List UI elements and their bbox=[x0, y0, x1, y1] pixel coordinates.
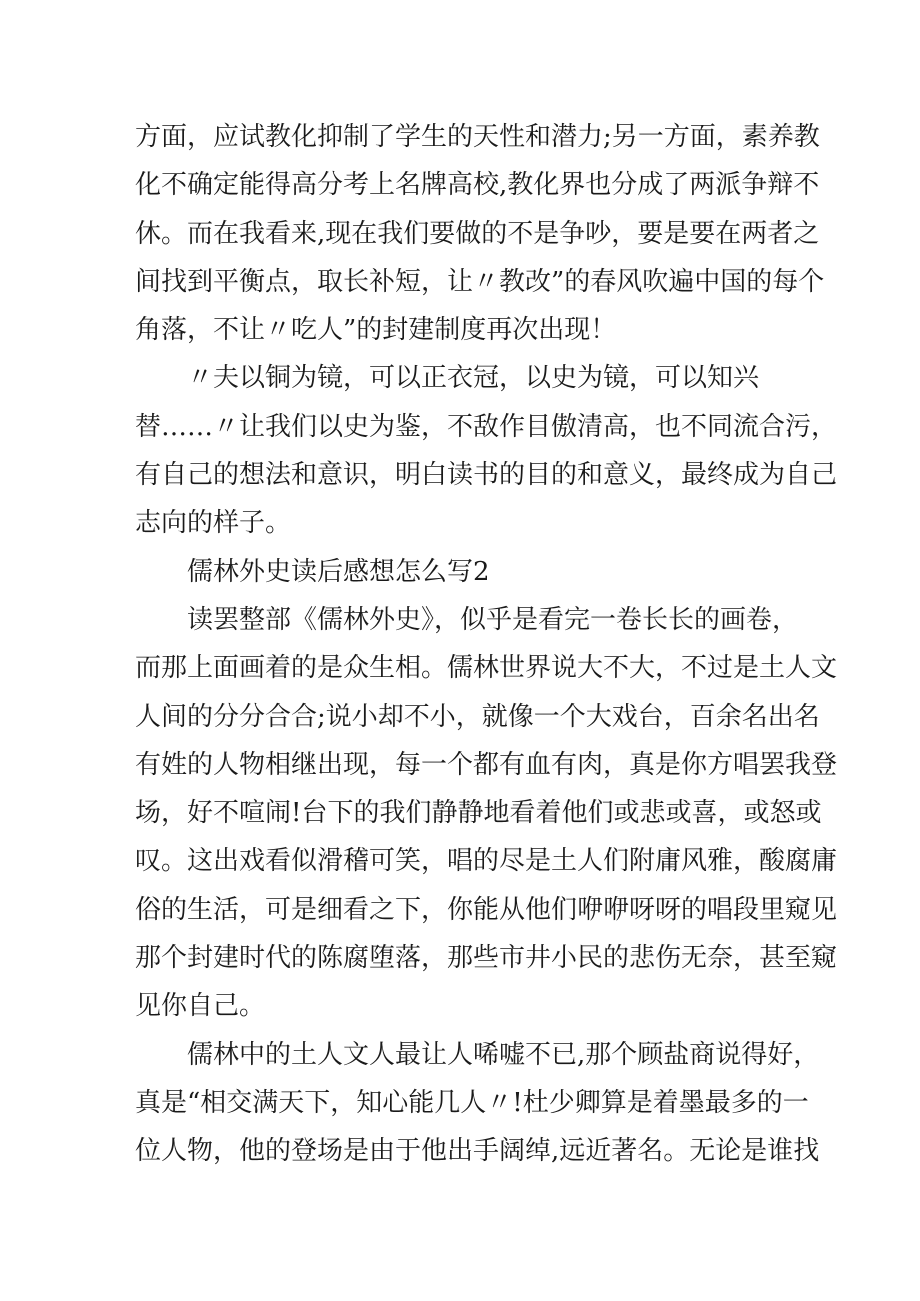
text-line: 读罢整部《儒林外史》，似乎是看完一卷长长的画卷， bbox=[187, 604, 799, 635]
text-line: 那个封建时代的陈腐堕落，那些市井小民的悲伤无奈，甚至窥 bbox=[135, 943, 838, 974]
section-heading bbox=[135, 548, 795, 596]
text-line: 位人物，他的登场是由于他出手阔绰,远近著名。无论是谁找 bbox=[135, 1136, 820, 1167]
text-line: 人间的分分合合;说小却不小，就像一个大戏台，百余名出名 bbox=[135, 701, 820, 732]
text-line: 休。而在我看来,现在我们要做的不是争吵，要是要在两者之 bbox=[135, 218, 820, 249]
text-line: 俗的生活，可是细看之下，你能从他们咿咿呀呀的唱段里窥见 bbox=[135, 894, 838, 925]
paragraph-education-debate bbox=[135, 113, 825, 354]
paragraph-mirror-quote bbox=[135, 354, 838, 547]
text-line: 角落，不让〃吃人”的封建制度再次出现！ bbox=[135, 315, 617, 346]
text-line: 儒林中的土人文人最让人唏嘘不已,那个顾盐商说得好， bbox=[187, 1039, 820, 1070]
text-line: 场，好不喧闹!台下的我们静静地看着他们或悲或喜，或怒或 bbox=[135, 798, 822, 829]
text-line: 间找到平衡点，取长补短，让〃教改”的春风吹遍中国的每个 bbox=[135, 266, 825, 297]
text-line: 替……〃让我们以史为鉴，不敌作目傲清高，也不同流合污， bbox=[135, 411, 838, 442]
text-line: 志向的样子。 bbox=[135, 508, 292, 539]
section-heading-text: 儒林外史读后感想怎么写2 bbox=[187, 556, 490, 587]
text-line: 化不确定能得高分考上名牌高校,教化界也分成了两派争辩不 bbox=[135, 170, 820, 201]
text-line: 真是“相交满天下，知心能几人〃!杜少卿算是着墨最多的一 bbox=[135, 1087, 809, 1118]
text-line: 〃夫以铜为镜，可以正衣冠，以史为镜，可以知兴 bbox=[187, 363, 760, 394]
text-line: 有自己的想法和意识，明白读书的目的和意义，最终成为自己 bbox=[135, 460, 838, 491]
paragraph-scroll-painting bbox=[135, 596, 838, 1031]
paragraph-du-shaoqing bbox=[135, 1031, 820, 1176]
text-line: 方面，应试教化抑制了学生的天性和潜力;另一方面，素养教 bbox=[135, 122, 820, 152]
text-line: 有姓的人物相继出现，每一个都有血有肉，真是你方唱罢我登 bbox=[135, 749, 838, 780]
text-line: 见你自己。 bbox=[135, 991, 266, 1022]
document-body bbox=[135, 113, 838, 1176]
text-line: 叹。这出戏看似滑稽可笑，唱的尽是土人们附庸风雅，酸腐庸 bbox=[135, 846, 838, 877]
text-line: 而那上面画着的是众生相。儒林世界说大不大，不过是土人文 bbox=[135, 653, 838, 684]
